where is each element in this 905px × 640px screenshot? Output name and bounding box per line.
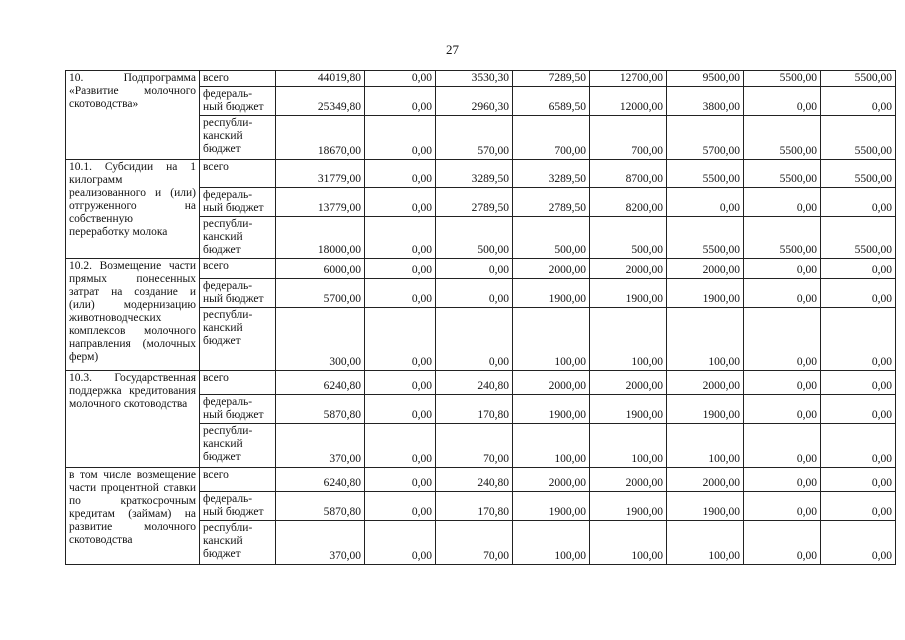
- amount-cell: 0,00: [667, 188, 744, 217]
- program-name-cell: 10.2. Возмещение части прямых понесенных затрат на создание и (или) модернизацию животноводческих комплексов молочного направления (молочных ферм): [66, 259, 200, 371]
- table-row: [66, 468, 896, 492]
- table-row: [66, 371, 896, 395]
- amount-cell: 2000,00: [513, 468, 590, 492]
- amount-cell: 500,00: [590, 217, 667, 259]
- amount-cell: 5500,00: [744, 160, 821, 188]
- amount-cell: 0,00: [436, 279, 513, 308]
- amount-cell: 7289,50: [513, 71, 590, 87]
- amount-cell: 12000,00: [590, 87, 667, 116]
- funding-source-cell: республи-канский бюджет: [200, 521, 276, 565]
- amount-cell: 5700,00: [276, 279, 365, 308]
- amount-cell: 5870,80: [276, 492, 365, 521]
- funding-source-cell: республи-канский бюджет: [200, 424, 276, 468]
- amount-cell: 8200,00: [590, 188, 667, 217]
- amount-cell: 0,00: [365, 371, 436, 395]
- amount-cell: 0,00: [744, 371, 821, 395]
- page-number: 27: [446, 42, 459, 57]
- amount-cell: 1900,00: [590, 395, 667, 424]
- funding-source-cell: всего: [200, 71, 276, 87]
- table-row: [66, 160, 896, 188]
- amount-cell: 3530,30: [436, 71, 513, 87]
- amount-cell: 5700,00: [667, 116, 744, 160]
- budget-table: [65, 70, 896, 565]
- amount-cell: 2789,50: [436, 188, 513, 217]
- amount-cell: 70,00: [436, 424, 513, 468]
- amount-cell: 3800,00: [667, 87, 744, 116]
- amount-cell: 100,00: [590, 308, 667, 371]
- table-row: [66, 71, 896, 87]
- amount-cell: 25349,80: [276, 87, 365, 116]
- amount-cell: 0,00: [744, 424, 821, 468]
- amount-cell: 100,00: [590, 424, 667, 468]
- funding-source-cell: федераль-ный бюджет: [200, 492, 276, 521]
- amount-cell: 2000,00: [513, 371, 590, 395]
- amount-cell: 2789,50: [513, 188, 590, 217]
- amount-cell: 5500,00: [667, 217, 744, 259]
- amount-cell: 18000,00: [276, 217, 365, 259]
- amount-cell: 0,00: [365, 188, 436, 217]
- amount-cell: 0,00: [821, 371, 896, 395]
- amount-cell: 0,00: [365, 395, 436, 424]
- amount-cell: 0,00: [744, 308, 821, 371]
- amount-cell: 170,80: [436, 395, 513, 424]
- amount-cell: 0,00: [821, 308, 896, 371]
- amount-cell: 0,00: [365, 71, 436, 87]
- amount-cell: 2000,00: [590, 259, 667, 279]
- amount-cell: 0,00: [821, 87, 896, 116]
- amount-cell: 0,00: [744, 395, 821, 424]
- amount-cell: 0,00: [365, 468, 436, 492]
- amount-cell: 0,00: [744, 468, 821, 492]
- amount-cell: 0,00: [744, 87, 821, 116]
- amount-cell: 0,00: [821, 188, 896, 217]
- amount-cell: 1900,00: [513, 395, 590, 424]
- amount-cell: 0,00: [821, 468, 896, 492]
- amount-cell: 5500,00: [667, 160, 744, 188]
- funding-source-cell: всего: [200, 468, 276, 492]
- amount-cell: 0,00: [744, 259, 821, 279]
- amount-cell: 2000,00: [590, 371, 667, 395]
- amount-cell: 9500,00: [667, 71, 744, 87]
- funding-source-cell: всего: [200, 160, 276, 188]
- amount-cell: 370,00: [276, 521, 365, 565]
- amount-cell: 0,00: [365, 217, 436, 259]
- amount-cell: 170,80: [436, 492, 513, 521]
- amount-cell: 240,80: [436, 468, 513, 492]
- amount-cell: 5500,00: [744, 217, 821, 259]
- amount-cell: 2000,00: [667, 371, 744, 395]
- amount-cell: 6589,50: [513, 87, 590, 116]
- amount-cell: 5500,00: [821, 116, 896, 160]
- amount-cell: 0,00: [821, 492, 896, 521]
- amount-cell: 6240,80: [276, 371, 365, 395]
- amount-cell: 0,00: [744, 279, 821, 308]
- amount-cell: 5500,00: [821, 217, 896, 259]
- amount-cell: 0,00: [365, 279, 436, 308]
- amount-cell: 5500,00: [821, 71, 896, 87]
- funding-source-cell: всего: [200, 259, 276, 279]
- amount-cell: 3289,50: [513, 160, 590, 188]
- amount-cell: 2000,00: [513, 259, 590, 279]
- amount-cell: 100,00: [590, 521, 667, 565]
- program-name-cell: в том числе возмещение части процентной ставки по краткосрочным кредитам (займам) на развитие молочного скотоводства: [66, 468, 200, 565]
- funding-source-cell: республи-канский бюджет: [200, 217, 276, 259]
- amount-cell: 1900,00: [667, 492, 744, 521]
- amount-cell: 3289,50: [436, 160, 513, 188]
- amount-cell: 100,00: [667, 308, 744, 371]
- amount-cell: 700,00: [513, 116, 590, 160]
- amount-cell: 2000,00: [667, 468, 744, 492]
- amount-cell: 1900,00: [590, 492, 667, 521]
- amount-cell: 0,00: [821, 521, 896, 565]
- amount-cell: 2000,00: [590, 468, 667, 492]
- amount-cell: 0,00: [365, 87, 436, 116]
- amount-cell: 1900,00: [667, 279, 744, 308]
- amount-cell: 700,00: [590, 116, 667, 160]
- amount-cell: 570,00: [436, 116, 513, 160]
- amount-cell: 44019,80: [276, 71, 365, 87]
- amount-cell: 1900,00: [667, 395, 744, 424]
- amount-cell: 2000,00: [667, 259, 744, 279]
- amount-cell: 100,00: [513, 424, 590, 468]
- amount-cell: 0,00: [365, 259, 436, 279]
- funding-source-cell: федераль-ный бюджет: [200, 279, 276, 308]
- amount-cell: 31779,00: [276, 160, 365, 188]
- amount-cell: 500,00: [513, 217, 590, 259]
- program-name-cell: 10. Подпрограмма «Развитие молочного скотоводства»: [66, 71, 200, 160]
- amount-cell: 0,00: [744, 492, 821, 521]
- amount-cell: 300,00: [276, 308, 365, 371]
- amount-cell: 70,00: [436, 521, 513, 565]
- amount-cell: 1900,00: [513, 492, 590, 521]
- amount-cell: 100,00: [513, 521, 590, 565]
- amount-cell: 0,00: [821, 424, 896, 468]
- amount-cell: 370,00: [276, 424, 365, 468]
- amount-cell: 5500,00: [744, 71, 821, 87]
- amount-cell: 1900,00: [513, 279, 590, 308]
- amount-cell: 500,00: [436, 217, 513, 259]
- amount-cell: 12700,00: [590, 71, 667, 87]
- amount-cell: 100,00: [667, 424, 744, 468]
- amount-cell: 0,00: [821, 259, 896, 279]
- amount-cell: 0,00: [744, 188, 821, 217]
- amount-cell: 0,00: [436, 308, 513, 371]
- amount-cell: 6000,00: [276, 259, 365, 279]
- amount-cell: 0,00: [436, 259, 513, 279]
- amount-cell: 8700,00: [590, 160, 667, 188]
- funding-source-cell: федераль-ный бюджет: [200, 395, 276, 424]
- program-name-cell: 10.3. Государственная поддержка кредитования молочного скотоводства: [66, 371, 200, 468]
- amount-cell: 1900,00: [590, 279, 667, 308]
- amount-cell: 0,00: [365, 308, 436, 371]
- funding-source-cell: федераль-ный бюджет: [200, 188, 276, 217]
- amount-cell: 240,80: [436, 371, 513, 395]
- amount-cell: 0,00: [821, 395, 896, 424]
- amount-cell: 0,00: [365, 116, 436, 160]
- program-name-cell: 10.1. Субсидии на 1 килограмм реализованного и (или) отгруженного на собственную переработку молока: [66, 160, 200, 259]
- funding-source-cell: республи-канский бюджет: [200, 116, 276, 160]
- amount-cell: 100,00: [667, 521, 744, 565]
- amount-cell: 0,00: [365, 160, 436, 188]
- amount-cell: 18670,00: [276, 116, 365, 160]
- amount-cell: 0,00: [744, 521, 821, 565]
- amount-cell: 0,00: [365, 492, 436, 521]
- amount-cell: 0,00: [365, 521, 436, 565]
- amount-cell: 5500,00: [744, 116, 821, 160]
- funding-source-cell: всего: [200, 371, 276, 395]
- amount-cell: 0,00: [365, 424, 436, 468]
- amount-cell: 5500,00: [821, 160, 896, 188]
- table-row: [66, 259, 896, 279]
- funding-source-cell: республи-канский бюджет: [200, 308, 276, 371]
- funding-source-cell: федераль-ный бюджет: [200, 87, 276, 116]
- amount-cell: 100,00: [513, 308, 590, 371]
- amount-cell: 6240,80: [276, 468, 365, 492]
- amount-cell: 5870,80: [276, 395, 365, 424]
- amount-cell: 0,00: [821, 279, 896, 308]
- amount-cell: 2960,30: [436, 87, 513, 116]
- amount-cell: 13779,00: [276, 188, 365, 217]
